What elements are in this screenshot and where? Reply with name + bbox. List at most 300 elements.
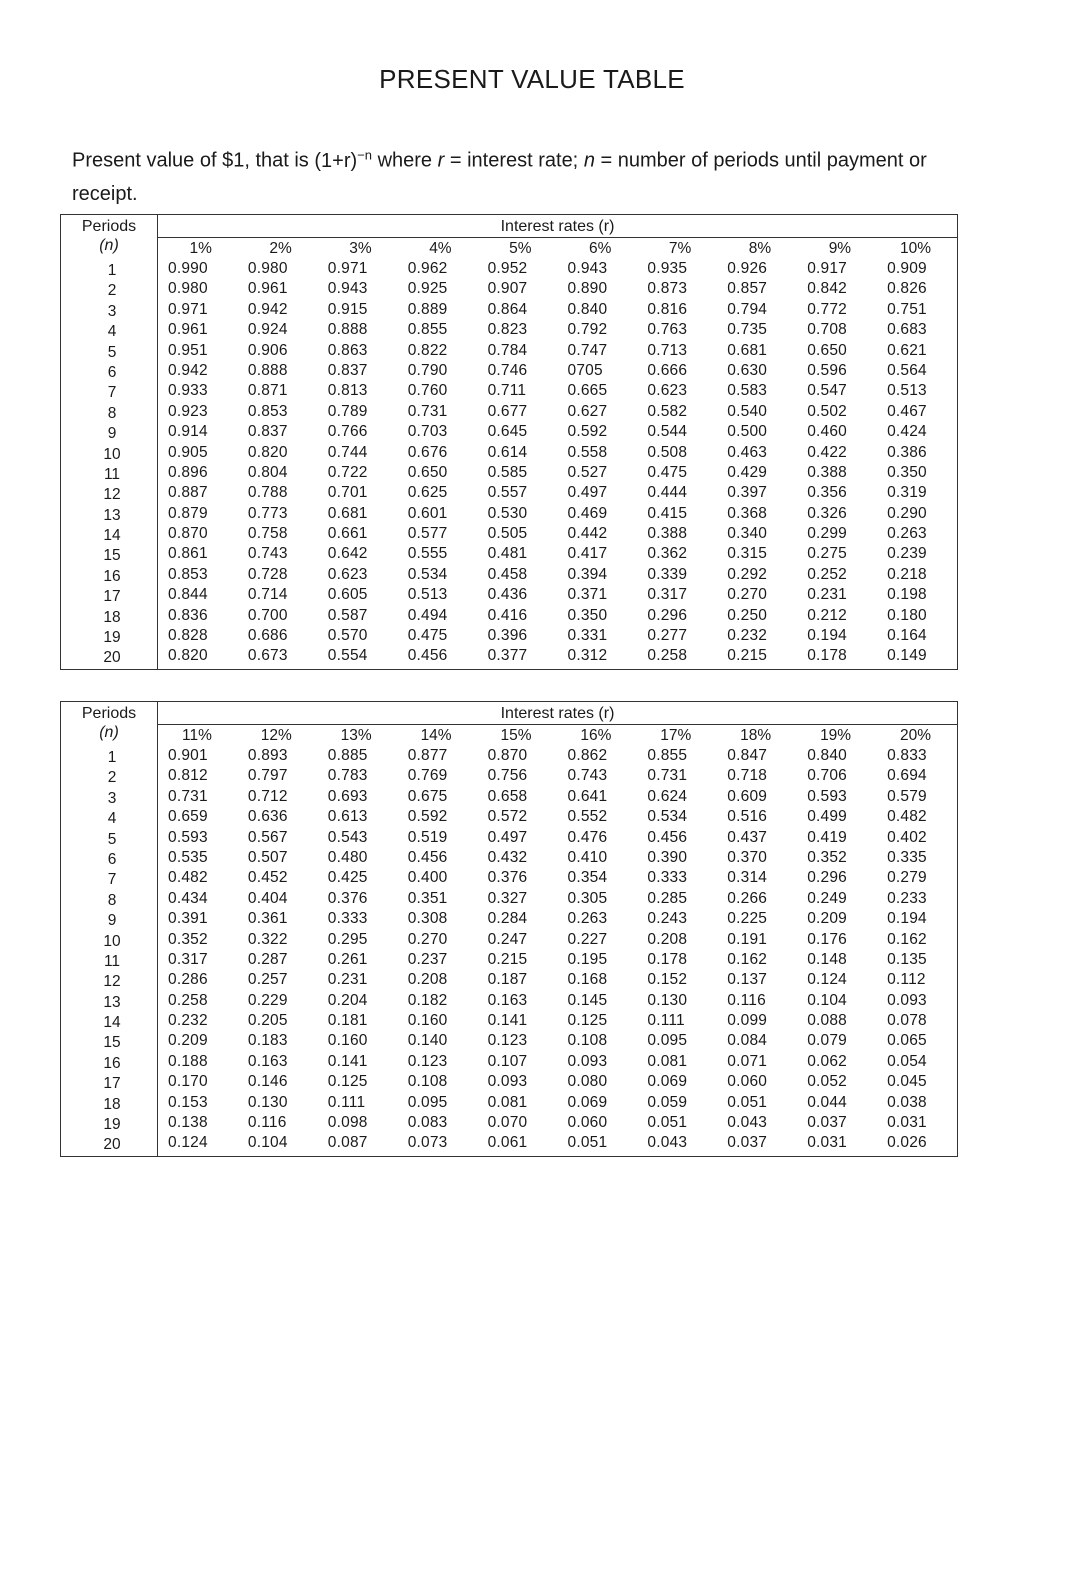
pv-cell: 0.896 [168, 463, 208, 481]
pv-cell: 0.124 [807, 971, 847, 989]
pv-cell: 0.442 [567, 525, 608, 543]
pv-cell: 0.299 [807, 525, 847, 543]
pv-cell: 0.314 [727, 869, 768, 887]
pv-cell: 0.853 [247, 402, 288, 420]
pv-cell: 0.665 [567, 382, 608, 400]
pv-cell: 0.045 [887, 1073, 927, 1091]
pv-cell: 0.857 [727, 280, 768, 298]
pv-cell: 0.130 [647, 991, 688, 1009]
rate-header: 2% [269, 240, 292, 257]
rate-header: 12% [260, 727, 292, 744]
pv-cell: 0.257 [247, 971, 288, 989]
rate-header: 3% [349, 240, 372, 257]
pv-cell: 0.923 [168, 402, 208, 420]
pv-cell: 0.104 [807, 991, 847, 1009]
rate-header: 7% [668, 240, 692, 257]
pv-cell: 0.703 [407, 423, 448, 441]
pv-cell: 0.905 [168, 443, 208, 461]
pv-cell: 0.081 [647, 1052, 688, 1070]
pv-cell: 0.061 [487, 1134, 528, 1152]
pv-cell: 0.112 [887, 971, 926, 989]
var-n: n [583, 149, 595, 172]
pv-cell: 0.275 [807, 545, 847, 563]
pv-cell: 0.961 [247, 280, 288, 298]
intro-mid-where: where [377, 149, 433, 172]
pv-cell: 0.877 [407, 747, 448, 764]
pv-cell: 0.209 [168, 1032, 208, 1050]
pv-cell: 0.564 [887, 361, 927, 379]
period-number: 12 [103, 973, 121, 991]
rate-header: 20% [899, 727, 931, 744]
period-numbers [61, 748, 157, 1156]
pv-cell: 0.141 [487, 1012, 528, 1030]
pv-cell: 0.645 [487, 423, 528, 441]
pv-cell: 0.138 [168, 1114, 208, 1132]
pv-cell: 0.804 [247, 463, 288, 481]
period-numbers [61, 261, 157, 669]
pv-cell: 0.415 [647, 504, 688, 522]
pv-cell: 0.677 [487, 402, 528, 420]
pv-cell: 0.862 [567, 747, 608, 764]
period-number: 12 [103, 486, 121, 504]
pv-cell: 0.394 [567, 565, 608, 583]
value-grid [158, 239, 957, 667]
pv-cell: 0.673 [247, 647, 288, 665]
pv-cell: 0.295 [327, 930, 368, 948]
period-number: 6 [107, 363, 117, 381]
pv-cell: 0.623 [327, 565, 368, 583]
pv-cell: 0.456 [407, 647, 448, 665]
pv-cell: 0.951 [168, 341, 208, 359]
pv-cell: 0.505 [487, 525, 528, 543]
formula-exponent: −n [357, 147, 372, 162]
pv-cell: 0.885 [327, 747, 368, 764]
rate-header: 10% [899, 240, 931, 257]
pv-cell: 0.333 [647, 869, 688, 887]
pv-cell: 0.907 [487, 280, 528, 298]
period-number: 16 [103, 1054, 121, 1072]
pv-cell: 0.194 [807, 627, 847, 645]
pv-cell: 0.659 [168, 808, 208, 826]
pv-cell: 0.681 [327, 504, 368, 522]
pv-cell: 0.711 [487, 382, 527, 400]
pv-cell: 0.352 [807, 848, 847, 866]
pv-cell: 0.623 [647, 382, 688, 400]
pv-cell: 0.456 [407, 848, 448, 866]
pv-cell: 0.971 [327, 260, 368, 277]
pv-cell: 0.756 [487, 767, 528, 785]
pv-cell: 0.335 [887, 848, 927, 866]
pv-cell: 0.279 [887, 869, 927, 887]
pv-cell: 0.308 [407, 910, 448, 928]
period-number: 9 [107, 912, 117, 930]
pv-cell: 0.766 [327, 423, 368, 441]
pv-cell: 0.700 [247, 606, 288, 624]
pv-cell: 0.322 [247, 930, 288, 948]
pv-cell: 0.163 [247, 1052, 288, 1070]
pv-cell: 0.943 [327, 280, 368, 298]
period-number: 13 [103, 506, 121, 524]
pv-cell: 0.783 [327, 767, 368, 785]
rate-header: 11% [182, 727, 212, 744]
pv-cell: 0.823 [487, 321, 528, 339]
value-grid [158, 726, 957, 1154]
pv-cell: 0.140 [407, 1032, 448, 1050]
pv-cell: 0.368 [727, 504, 768, 522]
pv-cell: 0.205 [247, 1012, 288, 1030]
pv-cell: 0.402 [887, 828, 927, 846]
pv-cell: 0.812 [168, 767, 208, 785]
period-number: 19 [103, 1116, 121, 1134]
pv-cell: 0.317 [168, 950, 208, 968]
pv-cell: 0.458 [487, 565, 528, 583]
pv-cell: 0.889 [407, 300, 448, 318]
page-title: PRESENT VALUE TABLE [379, 64, 685, 94]
pv-cell: 0.258 [168, 991, 208, 1009]
period-number: 4 [107, 323, 117, 341]
pv-cell: 0.820 [247, 443, 288, 461]
pv-cell: 0.123 [407, 1052, 448, 1070]
period-number: 5 [107, 343, 117, 361]
pv-cell: 0.208 [407, 971, 448, 989]
pv-cell: 0.391 [168, 910, 208, 928]
pv-cell: 0.243 [647, 910, 688, 928]
pv-cell: 0.231 [327, 971, 368, 989]
pv-cell: 0.494 [407, 606, 448, 624]
pv-cell: 0.855 [407, 321, 448, 339]
pv-cell: 0.162 [887, 930, 927, 948]
pv-cell: 0.952 [487, 260, 528, 277]
pv-cell: 0.735 [727, 321, 768, 339]
pv-cell: 0.125 [567, 1012, 608, 1030]
pv-cell: 0.624 [647, 787, 688, 805]
pv-cell: 0.758 [247, 525, 288, 543]
pv-cell: 0.579 [887, 787, 927, 805]
pv-cell: 0.630 [727, 361, 768, 379]
pv-cell: 0.051 [727, 1093, 768, 1111]
pv-cell: 0.107 [487, 1052, 528, 1070]
pv-cell: 0.463 [727, 443, 768, 461]
pv-cell: 0.285 [647, 889, 688, 907]
pv-cell: 0.828 [168, 627, 208, 645]
pv-cell: 0.073 [407, 1134, 448, 1152]
rate-header: 16% [580, 727, 612, 744]
period-number: 9 [107, 425, 117, 443]
pv-cell: 0.180 [887, 606, 927, 624]
pv-cell: 0.596 [807, 361, 847, 379]
pv-cell: 0.572 [487, 808, 528, 826]
pv-cell: 0.706 [807, 767, 847, 785]
pv-cell: 0.270 [727, 586, 768, 604]
intro-mid-periods: = number of periods until payment or receipt. [72, 149, 927, 205]
pv-cell: 0.570 [327, 627, 368, 645]
pv-cell: 0.513 [407, 586, 448, 604]
pv-cell: 0.906 [247, 341, 288, 359]
pv-cell: 0.701 [327, 484, 368, 502]
pv-cell: 0.187 [487, 971, 528, 989]
pv-cell: 0.893 [247, 747, 288, 764]
pv-cell: 0.840 [567, 300, 608, 318]
pv-cell: 0.712 [247, 787, 288, 805]
period-number: 10 [103, 445, 121, 463]
pv-cell: 0.215 [487, 950, 528, 968]
pv-cell: 0.148 [807, 950, 847, 968]
pv-cell: 0.060 [727, 1073, 768, 1091]
period-number: 7 [107, 871, 117, 889]
pv-cell: 0.261 [327, 950, 368, 968]
pv-cell: 0.772 [807, 300, 847, 318]
pv-cell: 0.333 [327, 910, 368, 928]
pv-cell: 0.731 [168, 787, 208, 805]
pv-cell: 0.123 [487, 1032, 528, 1050]
pv-cell: 0.331 [567, 627, 608, 645]
pv-cell: 0.555 [407, 545, 448, 563]
pv-cell: 0.469 [567, 504, 608, 522]
pv-cell: 0.822 [407, 341, 448, 359]
pv-cell: 0.263 [887, 525, 927, 543]
pv-cell: 0.476 [567, 828, 608, 846]
pv-cell: 0.826 [887, 280, 927, 298]
pv-cell: 0.942 [247, 300, 288, 318]
period-number: 15 [103, 547, 121, 565]
pv-cell: 0.417 [567, 545, 608, 563]
intro-mid-rate: = interest rate; [449, 149, 579, 172]
pv-cell: 0.429 [727, 463, 768, 481]
rate-header: 13% [340, 727, 372, 744]
pv-cell: 0.544 [647, 423, 688, 441]
pv-cell: 0.926 [727, 260, 768, 277]
pv-cell: 0.194 [887, 910, 927, 928]
pv-cell: 0.744 [327, 443, 368, 461]
period-number: 4 [107, 810, 117, 828]
pv-cell: 0.540 [727, 402, 768, 420]
pv-cell: 0.376 [327, 889, 368, 907]
periods-header: Periods [81, 705, 137, 722]
pv-cell: 0.296 [647, 606, 688, 624]
period-number: 2 [107, 769, 117, 787]
period-number: 16 [103, 567, 121, 585]
pv-cell: 0.191 [727, 930, 768, 948]
pv-cell: 0.116 [247, 1114, 287, 1132]
period-number: 18 [103, 1095, 121, 1113]
intro-prefix: Present value of $1, that is [72, 149, 309, 172]
pv-cell: 0.371 [567, 586, 608, 604]
pv-cell: 0.231 [807, 586, 847, 604]
period-number: 10 [103, 932, 121, 950]
pv-cell: 0.943 [567, 260, 608, 277]
pv-cell: 0.270 [407, 930, 448, 948]
pv-cell: 0.376 [487, 869, 528, 887]
period-number: 20 [103, 649, 121, 667]
pv-cell: 0.386 [887, 443, 927, 461]
pv-cell: 0.232 [168, 1012, 208, 1030]
pv-cell: 0.914 [168, 423, 208, 441]
pv-cell: 0.160 [407, 1012, 448, 1030]
periods-column [61, 702, 158, 1156]
pv-cell: 0.198 [887, 586, 927, 604]
pv-cell: 0.853 [168, 565, 208, 583]
pv-cell: 0.060 [567, 1114, 608, 1132]
pv-cell: 0.714 [247, 586, 288, 604]
pv-cell: 0.519 [407, 828, 448, 846]
pv-cell: 0.557 [487, 484, 528, 502]
pv-cell: 0.258 [647, 647, 688, 665]
pv-cell: 0.497 [567, 484, 608, 502]
pv-cell: 0.044 [807, 1093, 847, 1111]
pv-cell: 0.534 [647, 808, 688, 826]
pv-cell: 0.319 [887, 484, 927, 502]
pv-cell: 0.266 [727, 889, 768, 907]
pv-cell: 0.601 [407, 504, 448, 522]
pv-cell: 0.069 [647, 1073, 688, 1091]
rate-header: 17% [660, 727, 692, 744]
pv-cell: 0.239 [887, 545, 927, 563]
pv-cell: 0.621 [887, 341, 927, 359]
pv-cell: 0.585 [487, 463, 528, 481]
pv-cell: 0.788 [247, 484, 288, 502]
rate-header: 4% [429, 240, 452, 257]
period-number: 7 [107, 384, 117, 402]
pv-cell: 0.250 [727, 606, 768, 624]
pv-cell: 0.212 [807, 606, 847, 624]
pv-cell: 0.108 [567, 1032, 608, 1050]
pv-cell: 0.078 [887, 1012, 927, 1030]
pv-cell: 0.625 [407, 484, 448, 502]
period-number: 11 [103, 465, 121, 483]
pv-cell: 0.543 [327, 828, 368, 846]
pv-cell: 0.277 [647, 627, 688, 645]
period-number: 3 [107, 302, 117, 320]
pv-cell: 0.416 [487, 606, 528, 624]
pv-cell: 0.792 [567, 321, 608, 339]
pv-cell: 0.508 [647, 443, 688, 461]
pv-cell: 0.286 [168, 971, 208, 989]
pv-cell: 0.141 [327, 1052, 368, 1070]
pv-cell: 0.513 [887, 382, 927, 400]
pv-cell: 0.641 [567, 787, 608, 805]
pv-cell: 0.593 [168, 828, 208, 846]
pv-cell: 0.784 [487, 341, 528, 359]
pv-cell: 0.098 [327, 1114, 368, 1132]
pv-cell: 0.083 [407, 1114, 448, 1132]
pv-cell: 0.935 [647, 260, 688, 277]
pv-cell: 0.436 [487, 586, 528, 604]
pv-cell: 0.434 [168, 889, 208, 907]
pv-cell: 0.071 [727, 1052, 768, 1070]
pv-cell: 0.769 [407, 767, 448, 785]
pv-cell: 0.681 [727, 341, 768, 359]
periods-n-header: (n) [99, 237, 119, 254]
pv-cell: 0.693 [327, 787, 368, 805]
pv-cell: 0.475 [407, 627, 448, 645]
pv-cell: 0.317 [647, 586, 688, 604]
pv-cell: 0.390 [647, 848, 688, 866]
interest-rates-header: Interest rates (r) [500, 705, 615, 722]
pv-cell: 0.410 [567, 848, 608, 866]
pv-cell: 0.377 [487, 647, 528, 665]
pv-cell: 0.108 [407, 1073, 448, 1091]
pv-cell: 0.516 [727, 808, 768, 826]
pv-cell: 0.587 [327, 606, 368, 624]
pv-cell: 0.847 [727, 747, 768, 764]
pv-cell: 0.218 [887, 565, 927, 583]
formula-base: (1+r) [314, 149, 358, 172]
pv-cell: 0.650 [807, 341, 847, 359]
pv-cell: 0.284 [487, 910, 528, 928]
pv-cell: 0.170 [168, 1073, 208, 1091]
pv-cell: 0.356 [807, 484, 847, 502]
pv-cell: 0.554 [327, 647, 368, 665]
pv-cell: 0.051 [647, 1114, 688, 1132]
pv-cell: 0.145 [567, 991, 608, 1009]
period-number: 19 [103, 629, 121, 647]
period-number: 14 [103, 527, 121, 545]
pv-cell: 0.887 [168, 484, 208, 502]
pv-cell: 0.567 [247, 828, 288, 846]
pv-cell: 0.718 [727, 767, 768, 785]
pv-cell: 0.168 [567, 971, 608, 989]
pv-cell: 0.312 [567, 647, 608, 665]
pv-cell: 0.400 [407, 869, 448, 887]
pv-cell: 0.760 [407, 382, 448, 400]
pv-cell: 0.743 [247, 545, 288, 563]
pv-cell: 0.666 [647, 361, 688, 379]
pv-cell: 0.507 [247, 848, 288, 866]
pv-cell: 0.990 [168, 260, 208, 277]
pv-cell: 0.613 [327, 808, 368, 826]
pv-cell: 0.592 [567, 423, 608, 441]
pv-cell: 0.065 [887, 1032, 927, 1050]
pv-cell: 0.164 [887, 627, 927, 645]
pv-cell: 0.249 [807, 889, 847, 907]
header-divider [158, 237, 957, 238]
pv-cell: 0.305 [567, 889, 608, 907]
pv-cell: 0.116 [727, 991, 766, 1009]
pv-cell: 0.059 [647, 1093, 688, 1111]
pv-cell: 0.609 [727, 787, 768, 805]
pv-cell: 0.397 [727, 484, 768, 502]
pv-cell: 0.502 [807, 402, 847, 420]
pv-cell: 0.686 [247, 627, 288, 645]
pv-cell: 0.093 [887, 991, 927, 1009]
pv-cell: 0.879 [168, 504, 208, 522]
pv-cell: 0.837 [247, 423, 288, 441]
pv-cell: 0.837 [327, 361, 368, 379]
pv-cell: 0.873 [647, 280, 688, 298]
pv-cell: 0.093 [487, 1073, 528, 1091]
pv-cell: 0.497 [487, 828, 528, 846]
pv-cell: 0.163 [487, 991, 528, 1009]
pv-cell: 0.842 [807, 280, 847, 298]
period-number: 17 [103, 1075, 121, 1093]
period-number: 1 [107, 262, 117, 279]
rate-header: 18% [740, 727, 772, 744]
pv-cell: 0.813 [327, 382, 368, 400]
pv-cell: 0.339 [647, 565, 688, 583]
pv-cell: 0.683 [887, 321, 927, 339]
pv-cell: 0.225 [727, 910, 768, 928]
pv-cell: 0.452 [247, 869, 288, 887]
pv-cell: 0.084 [727, 1032, 768, 1050]
intro-text [72, 138, 972, 211]
pv-cell: 0.162 [727, 950, 768, 968]
pv-cell: 0.437 [727, 828, 768, 846]
pv-cell: 0.326 [807, 504, 847, 522]
period-number: 8 [107, 404, 117, 422]
pv-cell: 0.797 [247, 767, 288, 785]
pv-cell: 0.350 [567, 606, 608, 624]
pv-cell: 0.087 [327, 1134, 368, 1152]
